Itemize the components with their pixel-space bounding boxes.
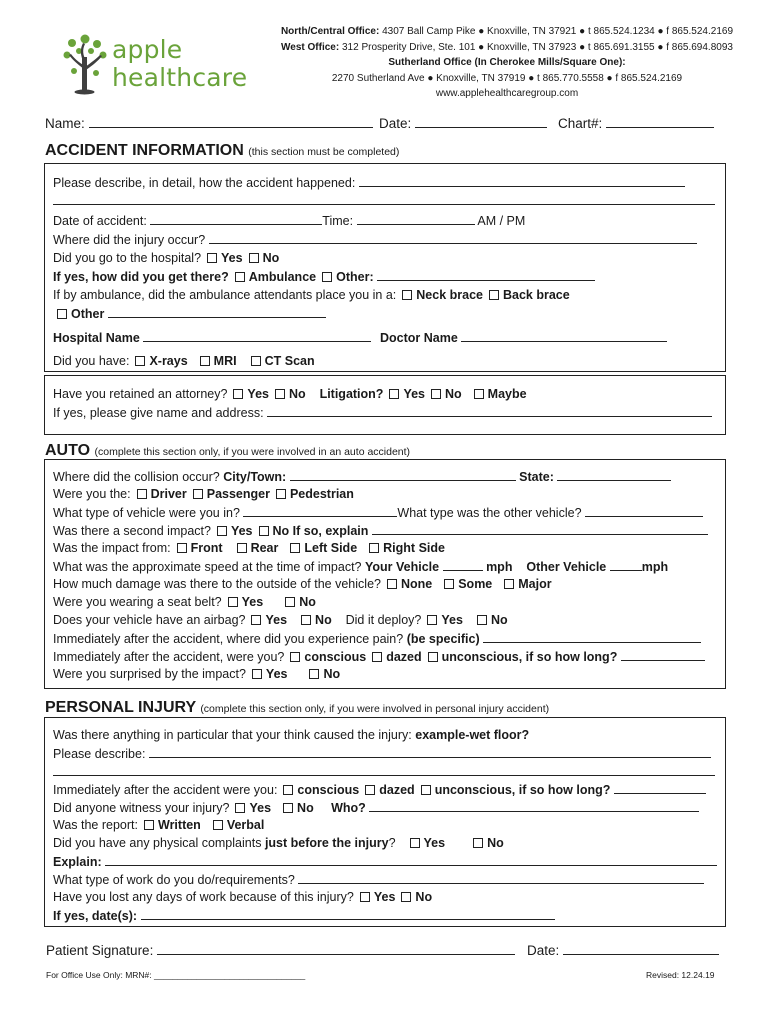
tree-icon <box>60 33 110 95</box>
ambulance-checkbox[interactable] <box>235 272 245 282</box>
other-vehicle-speed-input[interactable] <box>610 558 642 571</box>
accident-section-title: ACCIDENT INFORMATION (this section must be completed) <box>45 142 400 159</box>
second-impact-yes-checkbox[interactable] <box>217 526 227 536</box>
attorney-no-checkbox[interactable] <box>275 389 285 399</box>
conscious-checkbox[interactable] <box>290 652 300 662</box>
signature-date-field: Date: <box>527 942 719 958</box>
second-impact-no-checkbox[interactable] <box>259 526 269 536</box>
damage-major-checkbox[interactable] <box>504 579 514 589</box>
rear-checkbox[interactable] <box>237 543 247 553</box>
other-brace-input[interactable] <box>108 305 326 318</box>
personal-injury-section-title: PERSONAL INJURY (complete this section only, if you were involved in personal injury accident) <box>45 699 550 716</box>
attorney-box: Have you retained an attorney? Yes No Litigation? Yes No Maybe If yes, please give name and address: <box>44 375 726 435</box>
driver-checkbox[interactable] <box>137 489 147 499</box>
lost-days-no-checkbox[interactable] <box>401 892 411 902</box>
other-vehicle-type-input[interactable] <box>585 504 703 517</box>
office-addresses <box>262 24 752 102</box>
injury-describe-input-2[interactable] <box>53 763 715 776</box>
report-written-checkbox[interactable] <box>144 820 154 830</box>
complaints-yes-checkbox[interactable] <box>410 838 420 848</box>
work-type-input[interactable] <box>298 871 704 884</box>
other-transport-input[interactable] <box>377 268 595 281</box>
west-office-line: West Office: 312 Prosperity Drive, Ste. 101 ● Knoxville, TN 37923 ● t 865.691.3155 ● f 865.694.8093 <box>281 41 733 53</box>
sutherland-office-label: Sutherland Office (In Cherokee Mills/Square One): <box>388 57 626 68</box>
injury-location-input[interactable] <box>209 231 697 244</box>
pi-dazed-checkbox[interactable] <box>365 785 375 795</box>
patient-signature-field: Patient Signature: <box>46 942 515 958</box>
hospital-yes-checkbox[interactable] <box>207 253 217 263</box>
litigation-no-checkbox[interactable] <box>431 389 441 399</box>
accident-box: Please describe, in detail, how the accident happened: Date of accident: Time: AM / PM Where did the injury occur? Did you go to the hospital? Yes No If yes, how did you get there? Ambulance Other: If by ambulance, did the ambulance attendants place you in a: Neck brace Back brace Other Hospital Name Doctor Name Did you have: X-rays MRI CT Scan <box>44 163 726 372</box>
damage-some-checkbox[interactable] <box>444 579 454 589</box>
pi-conscious-checkbox[interactable] <box>283 785 293 795</box>
second-impact-explain-input[interactable] <box>372 522 708 535</box>
auto-section-title: AUTO (complete this section only, if you were involved in an auto accident) <box>45 442 411 459</box>
complaints-no-checkbox[interactable] <box>473 838 483 848</box>
lost-dates-input[interactable] <box>141 907 555 920</box>
report-verbal-checkbox[interactable] <box>213 820 223 830</box>
airbag-no-checkbox[interactable] <box>301 615 311 625</box>
name-field: Name: <box>45 115 373 131</box>
passenger-checkbox[interactable] <box>193 489 203 499</box>
patient-signature-input[interactable] <box>157 942 515 955</box>
chart-input[interactable] <box>606 115 714 128</box>
deploy-no-checkbox[interactable] <box>477 615 487 625</box>
state-input[interactable] <box>557 468 671 481</box>
date-input[interactable] <box>415 115 547 128</box>
attorney-yes-checkbox[interactable] <box>233 389 243 399</box>
auto-box: Where did the collision occur? City/Town: State: Were you the: Driver Passenger Pedestrian What type of vehicle were you in? What type was the other vehicle? Was there a second impact? Yes No If so, explain Was the impact from: Front Rear Left Side Right Side What was the approximate speed at the time of impact? Your Vehicle mph Other Vehicle mph How much damage was there to the outside of the vehicle? None Some Major Were you wearing a seat belt? Yes No Does your vehicle have an airbag? Yes No Did it deploy? Yes No Immediately after the accident, where did you experience pain? (be specific) Immediately after the accident, were you? conscious dazed unconscious, if so how long? Were you surprised by the impact? Yes No <box>44 459 726 689</box>
neck-brace-checkbox[interactable] <box>402 290 412 300</box>
damage-none-checkbox[interactable] <box>387 579 397 589</box>
sutherland-office-line: 2270 Sutherland Ave ● Knoxville, TN 37919 ● t 865.770.5558 ● f 865.524.2169 <box>331 72 683 84</box>
unconscious-duration-input[interactable] <box>621 648 705 661</box>
witness-no-checkbox[interactable] <box>283 803 293 813</box>
surprised-yes-checkbox[interactable] <box>252 669 262 679</box>
seatbelt-yes-checkbox[interactable] <box>228 597 238 607</box>
pi-unconscious-checkbox[interactable] <box>421 785 431 795</box>
signature-date-input[interactable] <box>563 942 719 955</box>
pedestrian-checkbox[interactable] <box>276 489 286 499</box>
apple-healthcare-logo <box>60 33 260 95</box>
website[interactable]: www.applehealthcaregroup.com <box>435 88 579 99</box>
witness-yes-checkbox[interactable] <box>235 803 245 813</box>
other-brace-checkbox[interactable] <box>57 309 67 319</box>
office-use-mrn: For Office Use Only: MRN#: ________________________________ <box>46 970 306 980</box>
injury-describe-input[interactable] <box>149 745 711 758</box>
right-side-checkbox[interactable] <box>369 543 379 553</box>
describe-input[interactable] <box>359 174 685 187</box>
describe-input-2[interactable] <box>53 192 715 205</box>
unconscious-checkbox[interactable] <box>428 652 438 662</box>
attorney-name-address-input[interactable] <box>267 404 712 417</box>
dazed-checkbox[interactable] <box>372 652 382 662</box>
hospital-no-checkbox[interactable] <box>249 253 259 263</box>
city-input[interactable] <box>290 468 516 481</box>
chart-field: Chart#: <box>558 115 714 131</box>
logo-apple-text: apple <box>112 35 183 64</box>
surprised-no-checkbox[interactable] <box>309 669 319 679</box>
date-of-accident-input[interactable] <box>150 212 322 225</box>
litigation-maybe-checkbox[interactable] <box>474 389 484 399</box>
pi-unconscious-duration-input[interactable] <box>614 781 706 794</box>
lost-days-yes-checkbox[interactable] <box>360 892 370 902</box>
xrays-checkbox[interactable] <box>135 356 145 366</box>
left-side-checkbox[interactable] <box>290 543 300 553</box>
pain-location-input[interactable] <box>483 630 701 643</box>
litigation-yes-checkbox[interactable] <box>389 389 399 399</box>
date-field: Date: <box>379 115 547 131</box>
vehicle-type-input[interactable] <box>243 504 397 517</box>
personal-injury-box: Was there anything in particular that your think caused the injury: example-wet floor? Please describe: Immediately after the accident were you: conscious dazed unconscious, if so how long? Did anyone witness your injury? Yes No Who? Was the report: Written Verbal Did you have any physical complaints just before the injury? Yes No Explain: What type of work do you do/requirements? Have you lost any days of work because of this injury? Yes No If yes, date(s): <box>44 717 726 927</box>
back-brace-checkbox[interactable] <box>489 290 499 300</box>
airbag-yes-checkbox[interactable] <box>251 615 261 625</box>
other-transport-checkbox[interactable] <box>322 272 332 282</box>
witness-who-input[interactable] <box>369 799 699 812</box>
hospital-name-input[interactable] <box>143 329 371 342</box>
ctscan-checkbox[interactable] <box>251 356 261 366</box>
explain-input[interactable] <box>105 853 717 866</box>
logo-healthcare-text: healthcare <box>112 63 248 92</box>
time-input[interactable] <box>357 212 475 225</box>
deploy-yes-checkbox[interactable] <box>427 615 437 625</box>
north-office-line: North/Central Office: 4307 Ball Camp Pike ● Knoxville, TN 37921 ● t 865.524.1234 ● f 865.524.2169 <box>280 26 734 37</box>
front-checkbox[interactable] <box>177 543 187 553</box>
mri-checkbox[interactable] <box>200 356 210 366</box>
name-input[interactable] <box>89 115 373 128</box>
your-vehicle-speed-input[interactable] <box>443 558 483 571</box>
doctor-name-input[interactable] <box>461 329 667 342</box>
revised-date: Revised: 12.24.19 <box>646 970 715 980</box>
seatbelt-no-checkbox[interactable] <box>285 597 295 607</box>
